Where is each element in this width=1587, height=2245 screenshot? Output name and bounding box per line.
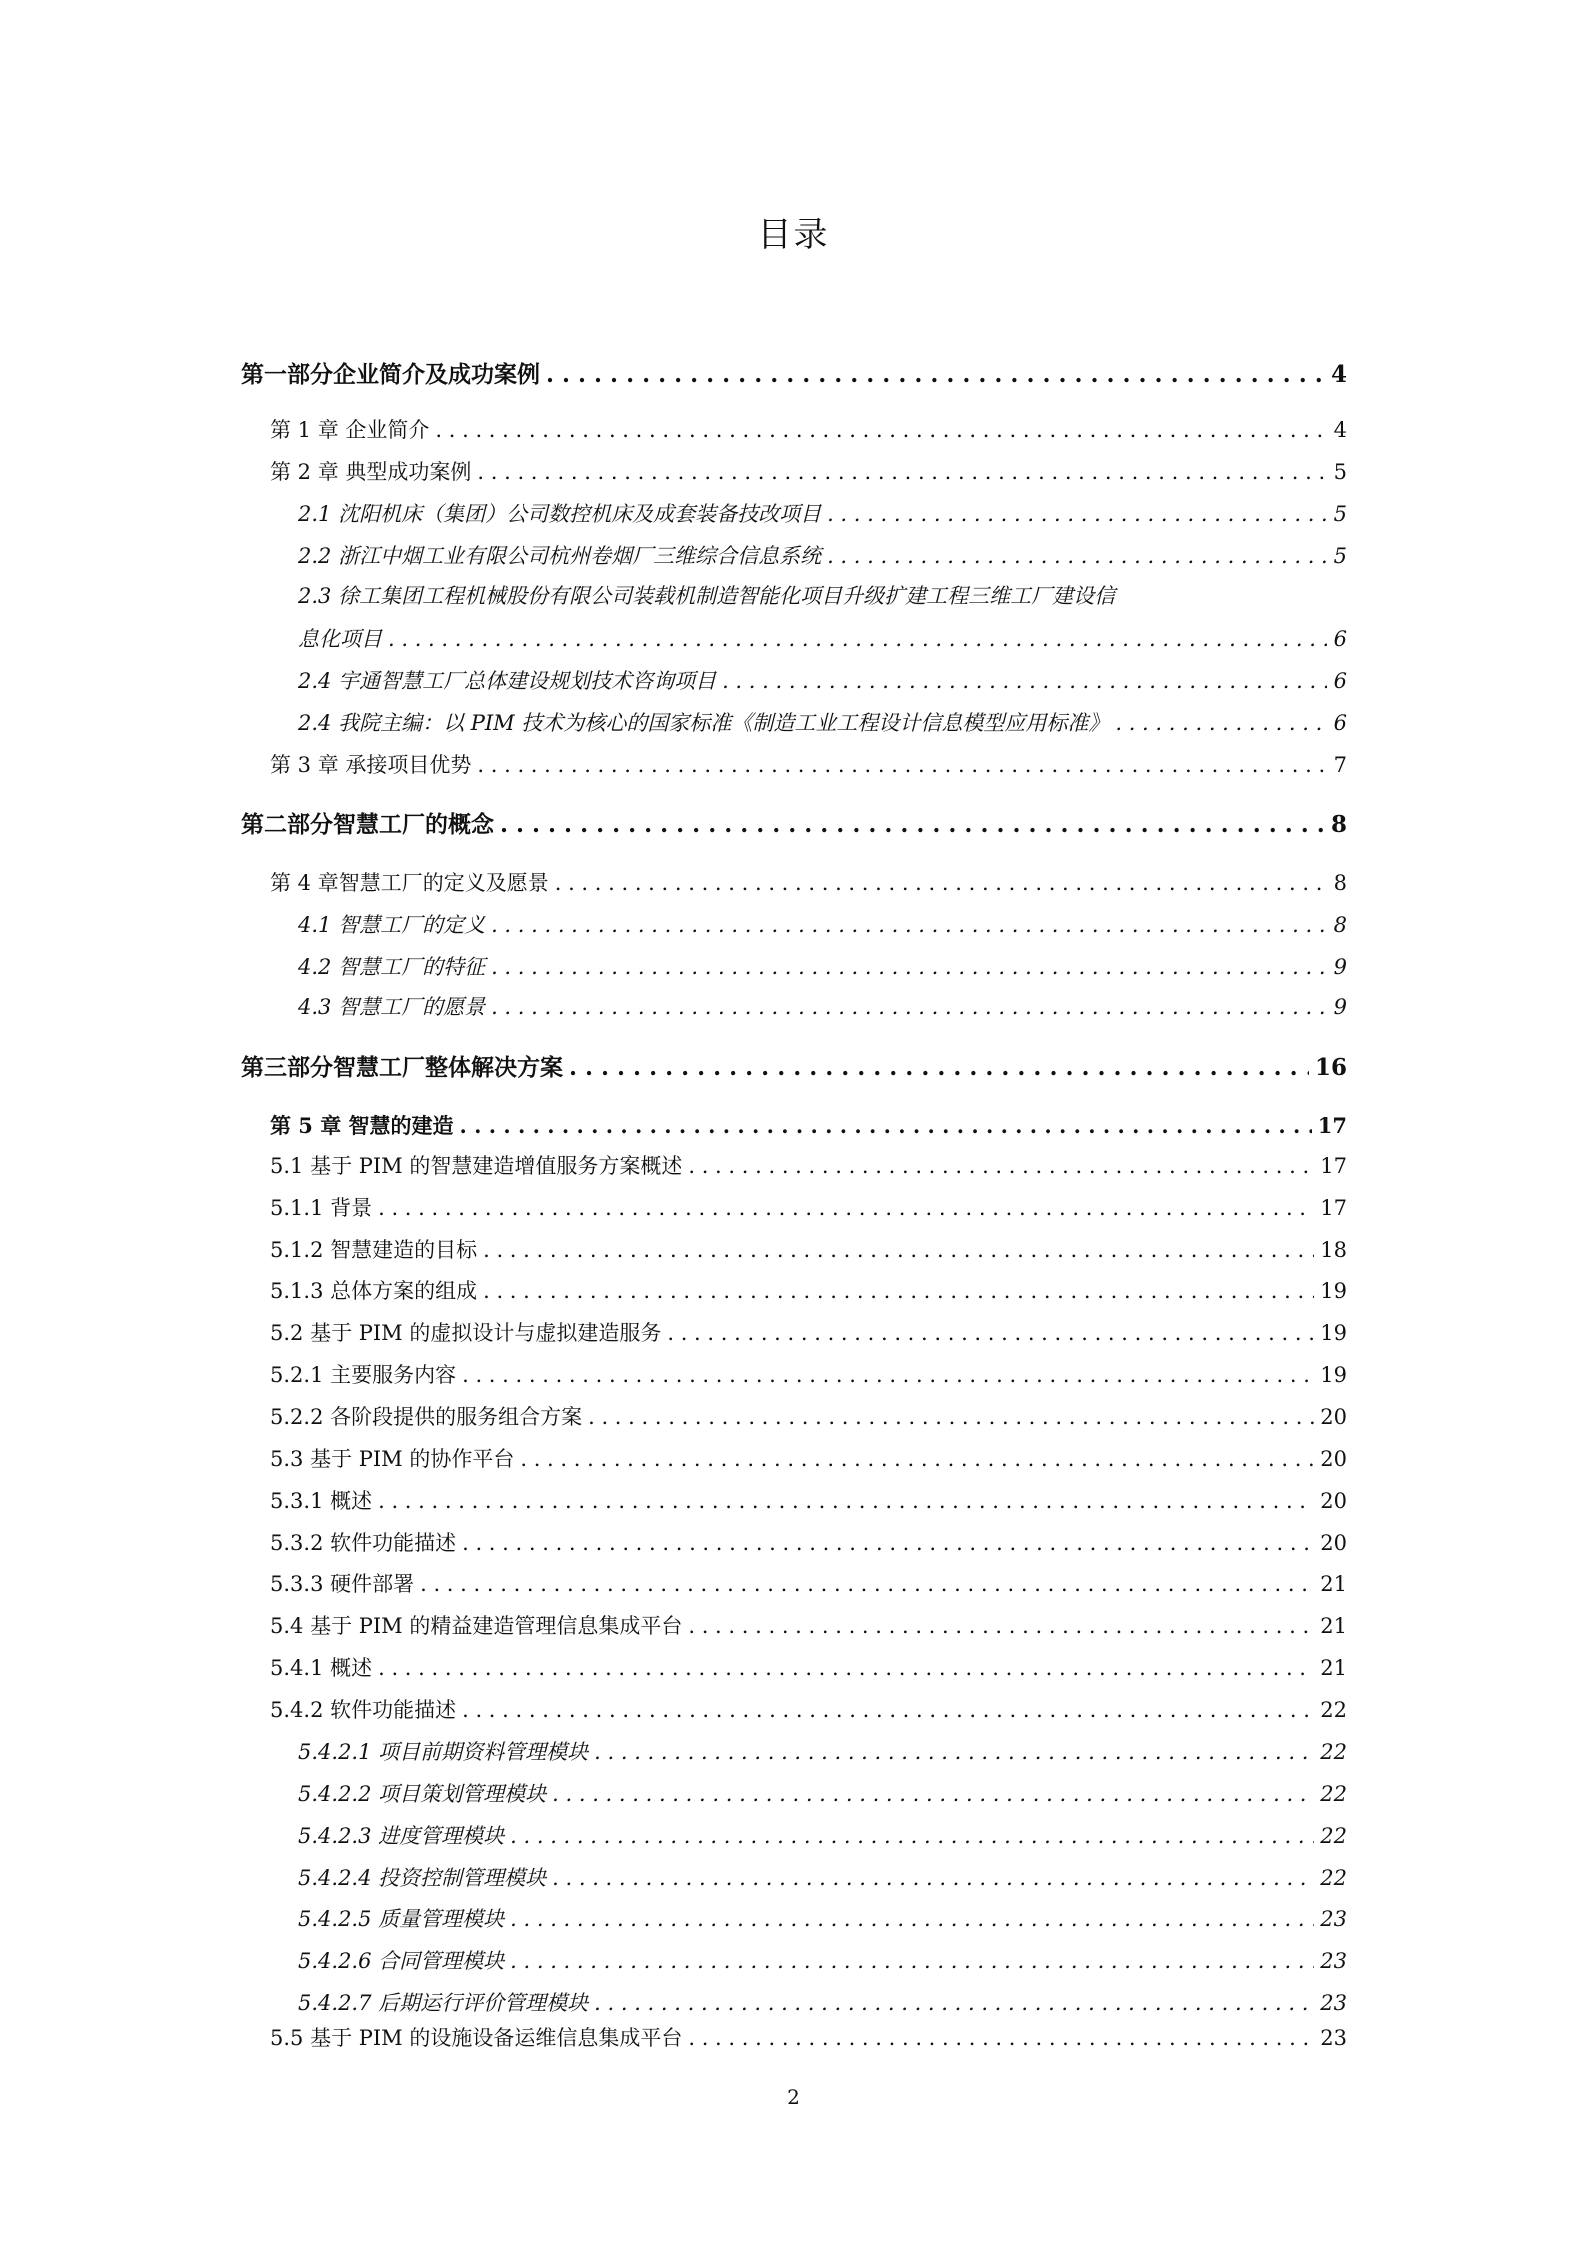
toc-entry-label: 5.1.3 总体方案的组成	[270, 1279, 478, 1303]
toc-entry-page: 8	[1330, 811, 1347, 838]
toc-entry[interactable]	[241, 807, 1347, 843]
toc-entry-label: 5.4.2.5 质量管理模块	[298, 1907, 505, 1931]
toc-entry[interactable]	[298, 1901, 1347, 1937]
toc-entry-page: 23	[1320, 2026, 1347, 2050]
toc-entry-page: 5	[1333, 544, 1347, 568]
toc-entry-label: 第 3 章 承接项目优势	[270, 753, 472, 777]
page-number: 2	[787, 2085, 800, 2109]
toc-entry[interactable]	[270, 1566, 1347, 1602]
toc-entry-page: 22	[1320, 1824, 1347, 1848]
toc-entry[interactable]	[270, 1525, 1347, 1561]
dot-leader	[552, 1776, 1314, 1812]
toc-entry-page: 22	[1320, 1782, 1347, 1806]
dot-leader	[420, 1566, 1314, 1602]
toc-entry-label: 4.3 智慧工厂的愿景	[298, 995, 486, 1019]
toc-entry-label: 5.3.1 概述	[270, 1489, 373, 1513]
dot-leader	[500, 807, 1325, 843]
toc-entry[interactable]	[270, 1273, 1347, 1309]
toc-entry-label: 5.4.1 概述	[270, 1656, 373, 1680]
toc-entry[interactable]	[298, 989, 1347, 1025]
toc-entry-page: 19	[1320, 1363, 1347, 1387]
toc-entry-label: 第 1 章 企业简介	[270, 418, 430, 442]
toc-entry-label: 5.3 基于 PIM 的协作平台	[270, 1447, 515, 1471]
dot-leader	[555, 865, 1327, 901]
page-title: 目录	[757, 215, 830, 255]
toc-entry-page: 18	[1320, 1238, 1347, 1262]
dot-leader	[688, 2020, 1314, 2056]
toc-entry-page: 9	[1333, 955, 1347, 979]
toc-entry-label: 5.5 基于 PIM 的设施设备运维信息集成平台	[270, 2026, 683, 2050]
toc-entry[interactable]	[270, 412, 1347, 448]
toc-entry[interactable]	[270, 454, 1347, 490]
toc-entry[interactable]	[298, 538, 1347, 574]
toc-entry[interactable]	[298, 1776, 1347, 1812]
toc-entry-page: 22	[1320, 1866, 1347, 1890]
dot-leader	[462, 1525, 1314, 1561]
toc-entry[interactable]	[298, 1818, 1347, 1854]
toc-entry[interactable]	[298, 1734, 1347, 1770]
dot-leader	[667, 1315, 1314, 1351]
toc-entry[interactable]	[270, 1399, 1347, 1435]
dot-leader	[688, 1608, 1314, 1644]
dot-leader	[378, 1190, 1314, 1226]
toc-entry-label: 2.4 宇通智慧工厂总体建设规划技术咨询项目	[298, 669, 717, 693]
toc-entry-label: 5.4.2.7 后期运行评价管理模块	[298, 1991, 589, 2015]
toc-entry-label: 第 5 章 智慧的建造	[270, 1113, 454, 1138]
toc-entry[interactable]	[270, 1483, 1347, 1519]
toc-entry[interactable]	[270, 1650, 1347, 1686]
toc-entry-label: 第二部分智慧工厂的概念	[241, 811, 494, 838]
toc-entry-label: 5.3.2 软件功能描述	[270, 1531, 457, 1555]
toc-entry-label: 4.1 智慧工厂的定义	[298, 913, 486, 937]
toc-entry-page: 4	[1330, 361, 1347, 388]
toc-entry-page: 8	[1333, 913, 1347, 937]
toc-entry-label: 2.4 我院主编：以 PIM 技术为核心的国家标准《制造工业工程设计信息模型应用标准》	[298, 711, 1110, 735]
toc-entry[interactable]	[298, 663, 1347, 699]
dot-leader	[1115, 705, 1327, 741]
toc-entry-page: 20	[1320, 1405, 1347, 1429]
toc-entry-page: 17	[1320, 1196, 1347, 1220]
toc-entry-label: 5.4.2.4 投资控制管理模块	[298, 1866, 547, 1890]
toc-entry-label: 息化项目	[298, 627, 382, 651]
toc-entry-label: 5.4.2 软件功能描述	[270, 1698, 457, 1722]
dot-leader	[477, 454, 1327, 490]
dot-leader	[460, 1108, 1312, 1144]
toc-entry[interactable]	[270, 747, 1347, 783]
dot-leader	[722, 663, 1327, 699]
toc-entry-page: 21	[1320, 1572, 1347, 1596]
dot-leader	[520, 1441, 1314, 1477]
dot-leader	[477, 747, 1327, 783]
toc-entry[interactable]	[298, 1943, 1347, 1979]
dot-leader	[569, 1050, 1309, 1086]
toc-entry-page: 8	[1333, 871, 1347, 895]
toc-entry-page: 16	[1314, 1054, 1347, 1081]
toc-entry[interactable]	[270, 1190, 1347, 1226]
dot-leader	[594, 1985, 1314, 2021]
toc-entry-page: 5	[1333, 502, 1347, 526]
dot-leader	[588, 1399, 1314, 1435]
toc-entry-page: 4	[1333, 418, 1347, 442]
toc-entry-page: 20	[1320, 1489, 1347, 1513]
toc-entry[interactable]	[270, 1357, 1347, 1393]
toc-entry-label: 5.2 基于 PIM 的虚拟设计与虚拟建造服务	[270, 1321, 662, 1345]
toc-entry-label: 4.2 智慧工厂的特征	[298, 955, 486, 979]
dot-leader	[491, 949, 1327, 985]
toc-entry-page: 17	[1317, 1113, 1347, 1138]
toc-entry-page: 9	[1333, 995, 1347, 1019]
toc-entry[interactable]	[270, 1232, 1347, 1268]
toc-entry-page: 21	[1320, 1656, 1347, 1680]
toc-entry-label: 5.4.2.2 项目策划管理模块	[298, 1782, 547, 1806]
toc-entry-label: 5.1.2 智慧建造的目标	[270, 1238, 478, 1262]
toc-entry[interactable]	[270, 1441, 1347, 1477]
toc-entry-label: 第 2 章 典型成功案例	[270, 460, 472, 484]
toc-entry-page: 17	[1320, 1154, 1347, 1178]
toc-entry-page: 20	[1320, 1531, 1347, 1555]
dot-leader	[491, 989, 1327, 1025]
toc-entry-page: 23	[1320, 1907, 1347, 1931]
toc-entry-label: 5.3.3 硬件部署	[270, 1572, 415, 1596]
dot-leader	[546, 357, 1325, 393]
toc-entry-label: 2.1 沈阳机床（集团）公司数控机床及成套装备技改项目	[298, 502, 822, 526]
dot-leader	[827, 496, 1327, 532]
dot-leader	[483, 1232, 1314, 1268]
toc-entry-page: 23	[1320, 1949, 1347, 1973]
toc-entry-page: 6	[1333, 711, 1347, 735]
toc-entry-page: 22	[1320, 1698, 1347, 1722]
toc-entry-label: 5.2.1 主要服务内容	[270, 1363, 457, 1387]
dot-leader	[688, 1148, 1314, 1184]
toc-entry-label: 第一部分企业简介及成功案例	[241, 361, 540, 388]
dot-leader	[462, 1692, 1314, 1728]
toc-entry-label: 5.2.2 各阶段提供的服务组合方案	[270, 1405, 583, 1429]
toc-entry-label: 2.2 浙江中烟工业有限公司杭州卷烟厂三维综合信息系统	[298, 544, 822, 568]
toc-entry-label: 5.4.2.3 进度管理模块	[298, 1824, 505, 1848]
toc-entry[interactable]	[298, 949, 1347, 985]
toc-entry-page: 19	[1320, 1321, 1347, 1345]
toc-entry-page: 7	[1333, 753, 1347, 777]
dot-leader	[510, 1818, 1314, 1854]
toc-entry-label: 5.4 基于 PIM 的精益建造管理信息集成平台	[270, 1614, 683, 1638]
toc-entry-label: 第三部分智慧工厂整体解决方案	[241, 1054, 563, 1081]
toc-entry-label: 5.4.2.1 项目前期资料管理模块	[298, 1740, 589, 1764]
dot-leader	[378, 1483, 1314, 1519]
toc-entry[interactable]	[298, 496, 1347, 532]
toc-entry[interactable]	[270, 865, 1347, 901]
dot-leader	[594, 1734, 1314, 1770]
toc-entry[interactable]	[298, 705, 1347, 741]
dot-leader	[483, 1273, 1314, 1309]
toc-entry-label: 5.4.2.6 合同管理模块	[298, 1949, 505, 1973]
dot-leader	[510, 1943, 1314, 1979]
dot-leader	[388, 621, 1327, 657]
toc-entry[interactable]	[298, 1860, 1347, 1896]
dot-leader	[827, 538, 1327, 574]
dot-leader	[552, 1860, 1314, 1896]
toc-entry-page: 23	[1320, 1991, 1347, 2015]
toc-entry-page: 19	[1320, 1279, 1347, 1303]
toc-entry[interactable]	[270, 1108, 1347, 1144]
toc-entry[interactable]	[298, 621, 1347, 657]
toc-entry-page: 6	[1333, 669, 1347, 693]
toc-entry-page: 21	[1320, 1614, 1347, 1638]
toc-entry[interactable]	[241, 357, 1347, 393]
toc-entry-label: 5.1.1 背景	[270, 1196, 373, 1220]
dot-leader	[462, 1357, 1314, 1393]
toc-entry-page: 6	[1333, 627, 1347, 651]
toc-entry[interactable]	[298, 1985, 1347, 2021]
toc-entry[interactable]	[270, 1692, 1347, 1728]
toc-entry[interactable]	[298, 907, 1347, 943]
toc-entry[interactable]	[270, 1148, 1347, 1184]
toc-entry[interactable]	[241, 1050, 1347, 1086]
toc-entry[interactable]	[270, 2020, 1347, 2056]
toc-entry-page: 5	[1333, 460, 1347, 484]
toc-entry-page: 20	[1320, 1447, 1347, 1471]
dot-leader	[378, 1650, 1314, 1686]
toc-entry-wrapped-line[interactable]: 2.3 徐工集团工程机械股份有限公司装载机制造智能化项目升级扩建工程三维工厂建设信	[298, 584, 1116, 608]
toc-entry-label: 第 4 章智慧工厂的定义及愿景	[270, 871, 549, 895]
dot-leader	[491, 907, 1327, 943]
toc-entry[interactable]	[270, 1608, 1347, 1644]
toc-entry[interactable]	[270, 1315, 1347, 1351]
toc-entry-page: 22	[1320, 1740, 1347, 1764]
toc-entry-label: 5.1 基于 PIM 的智慧建造增值服务方案概述	[270, 1154, 683, 1178]
dot-leader	[510, 1901, 1314, 1937]
dot-leader	[435, 412, 1327, 448]
